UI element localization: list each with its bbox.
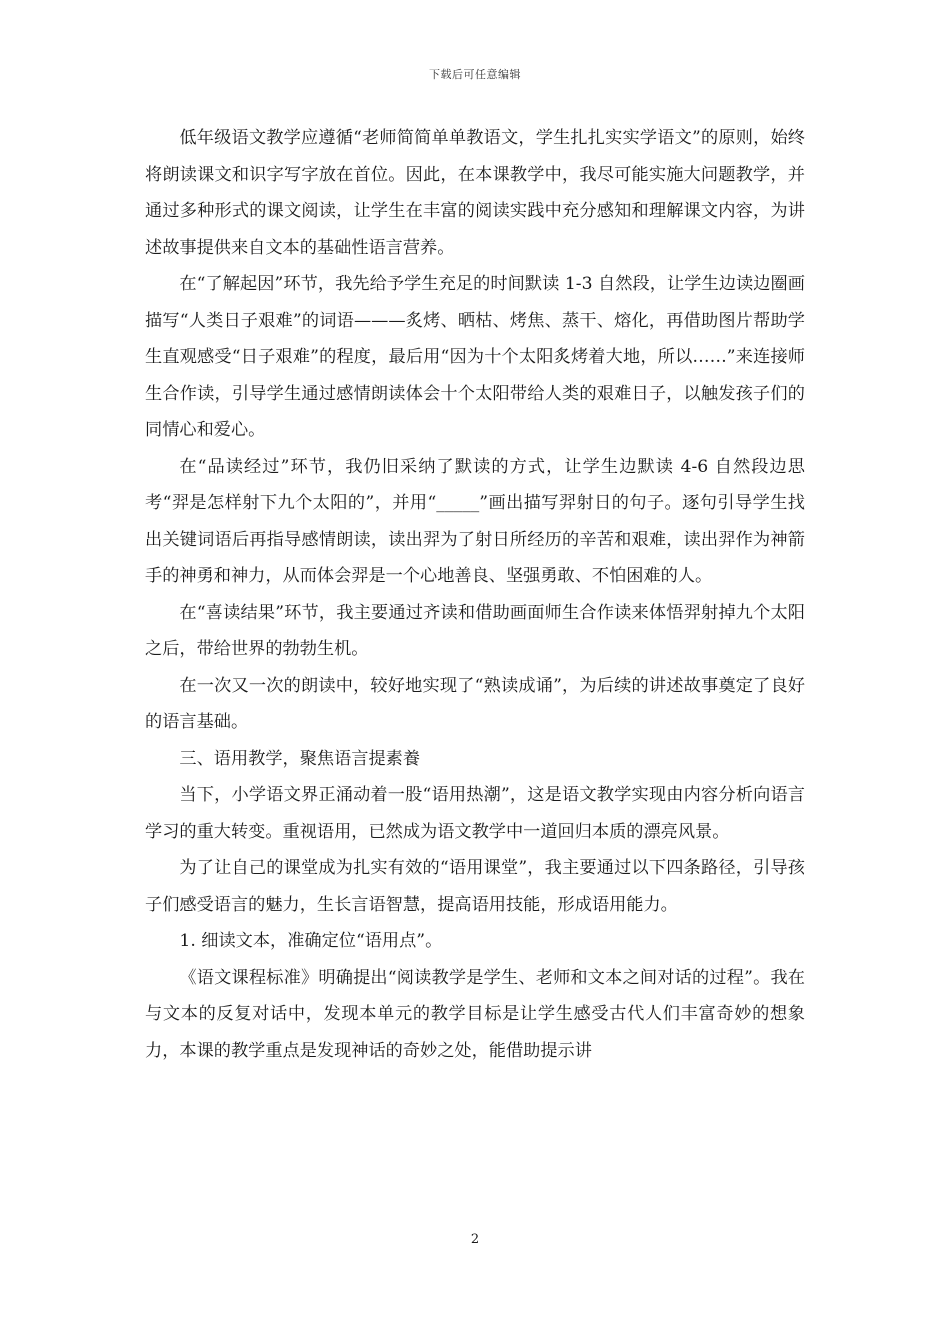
page-number: 2	[470, 1232, 480, 1247]
paragraph: 《语文课程标准》明确提出“阅读教学是学生、老师和文本之间对话的过程”。我在与文本的反复对话中，发现本单元的教学目标是让学生感受古代人们丰富奇妙的想象力，本课的教学重点是发现神话的奇妙之处，能借助提示讲	[145, 967, 805, 1061]
paragraph: 低年级语文教学应遵循“老师简简单单教语文，学生扎扎实实学语文”的原则，始终将朗读课文和识字写字放在首位。因此，在本课教学中，我尽可能实施大问题教学，并通过多种形式的课文阅读，让学生在丰富的阅读实践中充分感知和理解课文内容，为讲述故事提供来自文本的基础性语言营养。	[145, 128, 805, 258]
paragraph: 当下，小学语文界正涌动着一股“语用热潮”，这是语文教学实现由内容分析向语言学习的重大转变。重视语用，已然成为语文教学中一道回归本质的漂亮风景。	[145, 785, 805, 842]
document-body	[145, 120, 805, 1069]
section-heading: 三、语用教学，聚焦语言提素養	[179, 748, 421, 769]
paragraph: 在“了解起因”环节，我先给予学生充足的时间默读 1-3 自然段，让学生边读边圈画描写“人类日子艰难”的词语———炙烤、晒枯、烤焦、蒸干、熔化，再借助图片帮助学生直观感受“日子艰难”的程度，最后用“因为十个太阳炙烤着大地，所以……”来连接师生合作读，引导学生通过感情朗读体会十个太阳带给人类的艰难日子，以触发孩子们的同情心和爱心。	[145, 274, 805, 440]
paragraph: 在“喜读结果”环节，我主要通过齐读和借助画面师生合作读来体悟羿射掉九个太阳之后，带给世界的勃勃生机。	[145, 602, 805, 659]
subsection-heading: 1. 细读文本，准确定位“语用点”。	[179, 931, 443, 951]
paragraph: 在一次又一次的朗读中，较好地实现了“熟读成诵”，为后续的讲述故事奠定了良好的语言基础。	[145, 675, 805, 732]
paragraph: 为了让自己的课堂成为扎实有效的“语用课堂”，我主要通过以下四条路径，引导孩子们感受语言的魅力，生长言语智慧，提高语用技能，形成语用能力。	[145, 858, 805, 915]
paragraph: 在“品读经过”环节，我仍旧采纳了默读的方式，让学生边默读 4-6 自然段边思考“羿是怎样射下九个太阳的”，并用“_____”画出描写羿射日的句子。逐句引导学生找出关键词语后再指导感情朗读，读出羿为了射日所经历的辛苦和艰难，读出羿作为神箭手的神勇和神力，从而体会羿是一个心地善良、坚强勇敢、不怕困难的人。	[145, 456, 805, 586]
page-header: 下载后可任意编辑	[429, 68, 521, 81]
